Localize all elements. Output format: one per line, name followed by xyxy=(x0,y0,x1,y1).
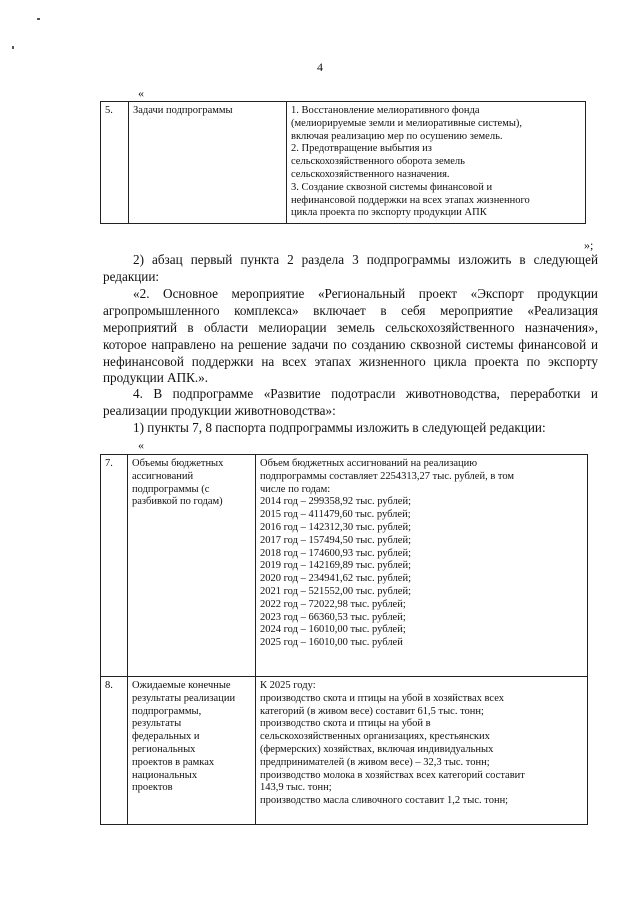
subprogram-passport-table xyxy=(100,454,588,825)
close-quote-1: »; xyxy=(584,238,594,252)
text-line: 2. Предотвращение выбытия из xyxy=(291,143,432,155)
table-row xyxy=(101,455,588,677)
row-label xyxy=(128,455,256,677)
text-line: региональных xyxy=(132,743,196,755)
text-line: результаты реализации xyxy=(132,692,236,704)
text-line: 2025 год – 16010,00 тыс. рублей xyxy=(260,637,403,649)
text-line: производство масла сливочного составит 1,2 тыс. тонн; xyxy=(260,795,509,807)
text-line: сельскохозяйственного назначения. xyxy=(291,168,450,180)
expected-results xyxy=(256,677,588,825)
text-line: ассигнований xyxy=(132,470,194,482)
text-line: предпринимателей (в живом весе) – 32,3 тыс. тонн; xyxy=(260,756,490,768)
text-line: 2016 год – 142312,30 тыс. рублей; xyxy=(260,521,412,533)
paragraph-amend-2: 2) абзац первый пункта 2 раздела 3 подпрограммы изложить в следующей редакции: xyxy=(103,252,598,284)
text-line: разбивкой по годам) xyxy=(132,496,223,508)
text-line: К 2025 году: xyxy=(260,680,316,691)
text-line: федеральных и xyxy=(132,731,200,743)
text-line: 2023 год – 66360,53 тыс. рублей; xyxy=(260,611,406,623)
text-line: 2014 год – 299358,92 тыс. рублей; xyxy=(260,496,412,508)
text-line: сельскохозяйственных организациях, крестьянских xyxy=(260,731,490,743)
text-line: подпрограммы, xyxy=(132,705,202,717)
row-number: 7. xyxy=(101,455,128,677)
scan-speck-1 xyxy=(37,18,40,20)
open-quote-2: « xyxy=(138,438,144,452)
text-line: числе по годам: xyxy=(260,483,331,495)
paragraph-points-7-8: 1) пункты 7, 8 паспорта подпрограммы изложить в следующей редакции: xyxy=(133,420,546,435)
row-number: 8. xyxy=(101,677,128,825)
paragraph-livestock-subprogram: 4. В подпрограмме «Развитие подотрасли животноводства, переработки и реализации продукции животноводства»: xyxy=(103,386,598,418)
row-number: 5. xyxy=(101,102,129,224)
text-line: 2018 год – 174600,93 тыс. рублей; xyxy=(260,547,412,559)
text-line: проектов xyxy=(132,782,173,794)
text-line: 3. Создание сквозной системы финансовой и xyxy=(291,181,493,193)
scan-speck-2 xyxy=(12,46,14,49)
text-line: цикла проекта по экспорту продукции АПК xyxy=(291,207,487,219)
text-line: (фермерских) хозяйствах, включая индивидуальных xyxy=(260,743,494,755)
text-line: проектов в рамках xyxy=(132,756,215,768)
row-label xyxy=(128,677,256,825)
text-line: результаты xyxy=(132,718,182,730)
text-line: 2017 год – 157494,50 тыс. рублей; xyxy=(260,534,412,546)
table-row xyxy=(101,677,588,825)
text-line: Объемы бюджетных xyxy=(132,458,224,469)
row-label: Задачи подпрограммы xyxy=(129,102,287,224)
paragraph-main-measure: «2. Основное мероприятие «Региональный проект «Экспорт продукции агропромышленного комплекса» включает в себя мероприятие «Реализация мероприятий в области мелиорации земель сельскохозяйственного назначения», которое направлено на решение задачи по созданию сквозной системы финансовой и нефинансовой поддержки на всех этапах жизненного цикла проекта по экспорту продукции АПК.». xyxy=(103,286,598,386)
text-line: (мелиорируемые земли и мелиоративные системы), xyxy=(291,117,523,129)
text-line: производство скота и птицы на убой в xyxy=(260,718,431,730)
text-line: Ожидаемые конечные xyxy=(132,680,231,691)
text-line: национальных xyxy=(132,769,198,781)
text-line: сельскохозяйственного оборота земель xyxy=(291,156,465,168)
budget-allocations xyxy=(256,455,588,677)
text-line: 2024 год – 16010,00 тыс. рублей; xyxy=(260,624,406,636)
text-line: Объем бюджетных ассигнований на реализацию xyxy=(260,458,478,469)
text-line: 143,9 тыс. тонн; xyxy=(260,782,332,794)
text-line: нефинансовой поддержки на всех этапах жизненного xyxy=(291,194,530,206)
text-line: 2019 год – 142169,89 тыс. рублей; xyxy=(260,560,412,572)
text-line: производство молока в хозяйствах всех категорий составит xyxy=(260,769,525,781)
table-row xyxy=(101,102,586,224)
text-line: 2015 год – 411479,60 тыс. рублей; xyxy=(260,509,411,521)
text-line: 2021 год – 521552,00 тыс. рублей; xyxy=(260,585,412,597)
text-line: подпрограммы составляет 2254313,27 тыс. рублей, в том xyxy=(260,470,515,482)
text-line: производство скота и птицы на убой в хозяйствах всех xyxy=(260,692,504,704)
page-number: 4 xyxy=(317,60,323,74)
open-quote-1: « xyxy=(138,86,144,100)
subprogram-tasks-table xyxy=(100,101,586,224)
text-line: подпрограммы (с xyxy=(132,483,210,495)
text-line: 1. Восстановление мелиоративного фонда xyxy=(291,105,480,116)
tasks-list xyxy=(287,102,586,224)
text-line: категорий (в живом весе) составит 61,5 тыс. тонн; xyxy=(260,705,484,717)
text-line: 2020 год – 234941,62 тыс. рублей; xyxy=(260,573,412,585)
text-line: включая реализацию мер по осушению земель. xyxy=(291,130,503,142)
text-line: 2022 год – 72022,98 тыс. рублей; xyxy=(260,598,406,610)
